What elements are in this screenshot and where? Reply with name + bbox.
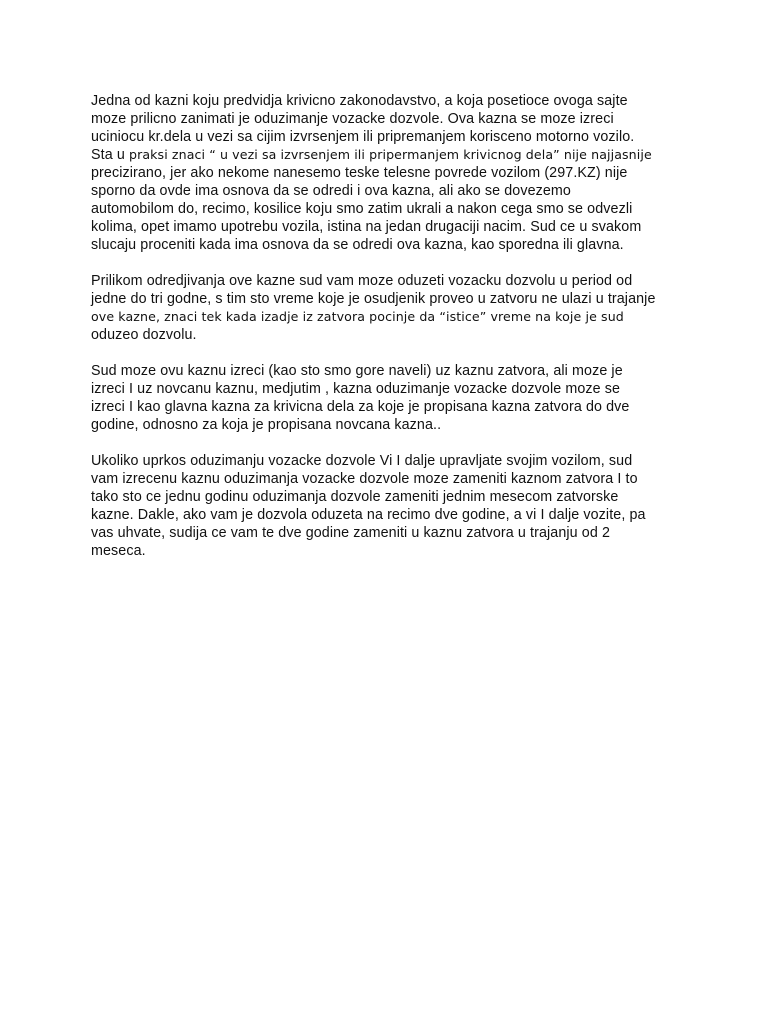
text-segment: Sud moze ovu kaznu izreci (kao sto smo gore naveli) uz kaznu zatvora, ali moze je — [91, 363, 623, 379]
text-line — [91, 542, 691, 560]
text-line — [91, 416, 691, 434]
paragraph — [91, 272, 691, 344]
text-line — [91, 380, 691, 398]
text-segment: kolima, opet imamo upotrebu vozila, istina na jedan drugaciji nacim. Sud ce u svakom — [91, 219, 642, 235]
text-segment: vas uhvate, sudija ce vam te dve godine zameniti u kaznu zatvora u trajanju od 2 — [91, 525, 611, 541]
text-segment: moze prilicno zanimati je oduzimanje vozacke dozvole. Ova kazna se moze izreci — [91, 111, 614, 127]
text-line — [91, 452, 691, 470]
text-line — [91, 236, 691, 254]
text-line — [91, 470, 691, 488]
text-segment: kazne. Dakle, ako vam je dozvola oduzeta na recimo dve godine, a vi I dalje vozite, pa — [91, 507, 646, 523]
text-segment: Jedna od kazni koju predvidja krivicno zakonodavstvo, a koja posetioce ovoga sajte — [91, 93, 628, 109]
text-segment: godine, odnosno za koja je propisana novcana kazna.. — [91, 417, 442, 433]
paragraph — [91, 452, 691, 560]
text-segment: izreci I uz novcanu kaznu, medjutim , kazna oduzimanje vozacke dozvole moze se — [91, 381, 621, 397]
text-line — [91, 362, 691, 380]
text-segment: Sta u — [91, 147, 129, 163]
text-segment: uciniocu kr.dela u vezi sa cijim izvrsenjem ili pripremanjem korisceno motorno vozilo. — [91, 129, 635, 145]
text-line — [91, 200, 691, 218]
text-line — [91, 164, 691, 182]
text-segment: Prilikom odredjivanja ove kazne sud vam moze oduzeti vozacku dozvolu u period od — [91, 273, 633, 289]
text-line — [91, 326, 691, 344]
text-line — [91, 128, 691, 146]
text-line — [91, 506, 691, 524]
document-body — [91, 92, 691, 578]
text-segment: tako sto ce jednu godinu oduzimanja dozvole zameniti jednim mesecom zatvorske — [91, 489, 619, 505]
text-line — [91, 110, 691, 128]
text-segment: sporno da ovde ima osnova da se odredi i ova kazna, ali ako se dovezemo — [91, 183, 571, 199]
text-segment: oduzeo dozvolu. — [91, 327, 197, 343]
text-line — [91, 398, 691, 416]
text-segment: vam izrecenu kaznu oduzimanja vozacke dozvole moze zameniti kaznom zatvora I to — [91, 471, 638, 487]
text-segment: izreci I kao glavna kazna za krivicna dela za koje je propisana kazna zatvora do dve — [91, 399, 630, 415]
text-line — [91, 488, 691, 506]
text-segment: automobilom do, recimo, kosilice koju smo zatim ukrali a nakon cega smo se odvezli — [91, 201, 633, 217]
text-segment: jedne do tri godne, s tim sto vreme koje je osudjenik proveo u zatvoru ne ulazi u trajanje — [91, 291, 656, 307]
text-line — [91, 182, 691, 200]
text-line — [91, 290, 691, 308]
text-segment: praksi znaci “ u vezi sa izvrsenjem ili pripermanjem krivicnog dela” nije najjasnije — [128, 147, 652, 162]
text-segment: precizirano, jer ako nekome nanesemo teske telesne povrede vozilom (297.KZ) nije — [91, 165, 628, 181]
paragraph — [91, 92, 691, 254]
text-line — [91, 272, 691, 290]
paragraph — [91, 362, 691, 434]
text-segment: slucaju proceniti kada ima osnova da se odredi ova kazna, kao sporedna ili glavna. — [91, 237, 624, 253]
text-segment: meseca. — [91, 543, 146, 559]
text-segment: Ukoliko uprkos oduzimanju vozacke dozvole Vi I dalje upravljate svojim vozilom, sud — [91, 453, 633, 469]
text-segment: ove kazne, znaci tek kada izadje iz zatvora pocinje da “istice” vreme na koje je sud — [91, 309, 624, 324]
text-line — [91, 146, 691, 164]
text-line — [91, 308, 691, 326]
text-line — [91, 524, 691, 542]
text-line — [91, 218, 691, 236]
text-line — [91, 92, 691, 110]
